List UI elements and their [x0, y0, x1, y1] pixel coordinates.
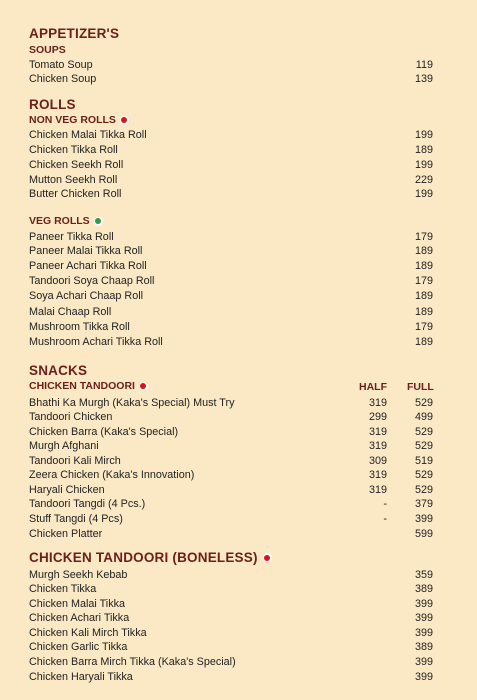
- menu-item: [29, 274, 433, 288]
- menu-item: [29, 527, 433, 541]
- menu-item: [29, 259, 433, 273]
- item-name: Paneer Tikka Roll: [29, 231, 114, 243]
- menu-item: [29, 439, 433, 453]
- item-price-full: 529: [414, 426, 433, 438]
- item-name: Tandoori Chicken: [29, 411, 113, 423]
- item-name: Zeera Chicken (Kaka's Innovation): [29, 469, 195, 481]
- non-veg-rolls-label: NON VEG ROLLS: [29, 114, 116, 126]
- item-price: 189: [414, 306, 433, 318]
- item-price: 139: [414, 73, 433, 85]
- menu-item: [29, 128, 433, 142]
- item-name: Chicken Tikka: [29, 583, 97, 595]
- item-name: Chicken Malai Tikka Roll: [29, 129, 147, 141]
- menu-item: [29, 640, 433, 654]
- item-price: 189: [414, 336, 433, 348]
- item-name: Tandoori Kali Mirch: [29, 455, 121, 467]
- menu-item: [29, 454, 433, 468]
- menu-item: [29, 670, 433, 684]
- item-name: Tandoori Tangdi (4 Pcs.): [29, 498, 146, 510]
- item-price: 399: [414, 612, 433, 624]
- item-price: 189: [414, 245, 433, 257]
- item-name: Chicken Seekh Roll: [29, 159, 124, 171]
- boneless-label: CHICKEN TANDOORI (BONELESS): [29, 550, 258, 565]
- menu-item: [29, 425, 433, 439]
- item-name: Mushroom Achari Tikka Roll: [29, 336, 163, 348]
- item-price-half: 319: [368, 469, 387, 481]
- item-price: 399: [414, 671, 433, 683]
- item-name: Stuff Tangdi (4 Pcs): [29, 513, 123, 525]
- item-price: 399: [414, 598, 433, 610]
- item-price: 179: [414, 275, 433, 287]
- item-price-full: 379: [414, 498, 433, 510]
- item-name: Chicken Barra (Kaka's Special): [29, 426, 179, 438]
- item-price-half: 319: [368, 484, 387, 496]
- item-price: 189: [414, 144, 433, 156]
- soups-label: SOUPS: [29, 44, 66, 56]
- menu-item: [29, 305, 433, 319]
- item-name: Malai Chaap Roll: [29, 306, 112, 318]
- item-name: Mushroom Tikka Roll: [29, 321, 130, 333]
- item-price-full: 529: [414, 440, 433, 452]
- menu-item: [29, 289, 433, 303]
- item-name: Butter Chicken Roll: [29, 188, 122, 200]
- menu-item: [29, 483, 433, 497]
- menu-item: [29, 512, 433, 526]
- item-price-half: 319: [368, 440, 387, 452]
- item-price: 189: [414, 290, 433, 302]
- menu-item: [29, 611, 433, 625]
- menu-item: [29, 626, 433, 640]
- item-price: 399: [414, 627, 433, 639]
- item-price: 389: [414, 583, 433, 595]
- item-name: Haryali Chicken: [29, 484, 105, 496]
- item-name: Chicken Kali Mirch Tikka: [29, 627, 147, 639]
- item-price-half: -: [383, 498, 387, 510]
- item-name: Chicken Tikka Roll: [29, 144, 118, 156]
- item-price: 199: [414, 188, 433, 200]
- subsection-title-soups: [29, 44, 66, 56]
- menu-item: [29, 230, 433, 244]
- item-name: Tandoori Soya Chaap Roll: [29, 275, 155, 287]
- item-price-half: 299: [368, 411, 387, 423]
- menu-item: [29, 655, 433, 669]
- item-name: Paneer Malai Tikka Roll: [29, 245, 143, 257]
- item-price-half: 319: [368, 397, 387, 409]
- menu-item: [29, 173, 433, 187]
- menu-item: [29, 187, 433, 201]
- menu-item: [29, 396, 433, 410]
- item-name: Soya Achari Chaap Roll: [29, 290, 144, 302]
- item-name: Chicken Garlic Tikka: [29, 641, 128, 653]
- item-price-half: -: [383, 513, 387, 525]
- item-name: Chicken Achari Tikka: [29, 612, 130, 624]
- item-price-full: 529: [414, 484, 433, 496]
- item-name: Chicken Malai Tikka: [29, 598, 126, 610]
- item-price: 399: [414, 656, 433, 668]
- menu-item: [29, 143, 433, 157]
- item-name: Chicken Platter: [29, 528, 103, 540]
- item-name: Chicken Barra Mirch Tikka (Kaka's Special): [29, 656, 236, 668]
- item-price-half: 319: [368, 426, 387, 438]
- menu-item: [29, 158, 433, 172]
- menu-item: [29, 244, 433, 258]
- section-title-snacks: SNACKS: [29, 363, 88, 378]
- menu-item: [29, 497, 433, 511]
- item-price: 199: [414, 159, 433, 171]
- veg-rolls-label: VEG ROLLS: [29, 215, 90, 227]
- item-price: 179: [414, 321, 433, 333]
- menu-item: [29, 320, 433, 334]
- column-header-full: FULL: [407, 381, 434, 393]
- section-title-rolls: ROLLS: [29, 97, 76, 112]
- item-price: 389: [414, 641, 433, 653]
- chicken-tandoori-label: CHICKEN TANDOORI: [29, 380, 135, 392]
- subsection-title-non-veg-rolls: [29, 114, 129, 126]
- item-name: Paneer Achari Tikka Roll: [29, 260, 147, 272]
- section-title-boneless: [29, 550, 272, 565]
- menu-item: [29, 597, 433, 611]
- menu-item: [29, 335, 433, 349]
- non-veg-indicator-icon: [120, 116, 129, 125]
- item-name: Chicken Haryali Tikka: [29, 671, 133, 683]
- item-name: Tomato Soup: [29, 59, 93, 71]
- item-price-full: 499: [414, 411, 433, 423]
- item-price-full: 529: [414, 469, 433, 481]
- item-name: Murgh Seekh Kebab: [29, 569, 128, 581]
- item-price: 199: [414, 129, 433, 141]
- menu-item: [29, 568, 433, 582]
- item-price: 229: [414, 174, 433, 186]
- menu-item: [29, 72, 433, 86]
- item-price-full: 519: [414, 455, 433, 467]
- item-price: 189: [414, 260, 433, 272]
- item-name: Murgh Afghani: [29, 440, 99, 452]
- section-title-appetizers: APPETIZER'S: [29, 26, 120, 41]
- item-name: Chicken Soup: [29, 73, 97, 85]
- subsection-title-chicken-tandoori: [29, 380, 148, 392]
- item-price-full: 399: [414, 513, 433, 525]
- item-price-half: 309: [368, 455, 387, 467]
- menu-item: [29, 582, 433, 596]
- veg-indicator-icon: [94, 217, 103, 226]
- item-price-full: 529: [414, 397, 433, 409]
- item-name: Bhathi Ka Murgh (Kaka's Special) Must Try: [29, 397, 235, 409]
- item-price: 179: [414, 231, 433, 243]
- column-header-half: HALF: [359, 381, 387, 393]
- menu-item: [29, 410, 433, 424]
- item-price-full: 599: [414, 528, 433, 540]
- item-name: Mutton Seekh Roll: [29, 174, 118, 186]
- item-price: 119: [415, 59, 433, 71]
- menu-item: [29, 468, 433, 482]
- menu-item: [29, 58, 433, 72]
- item-price: 359: [414, 569, 433, 581]
- non-veg-indicator-icon: [263, 553, 272, 562]
- non-veg-indicator-icon: [139, 382, 148, 391]
- subsection-title-veg-rolls: [29, 215, 103, 227]
